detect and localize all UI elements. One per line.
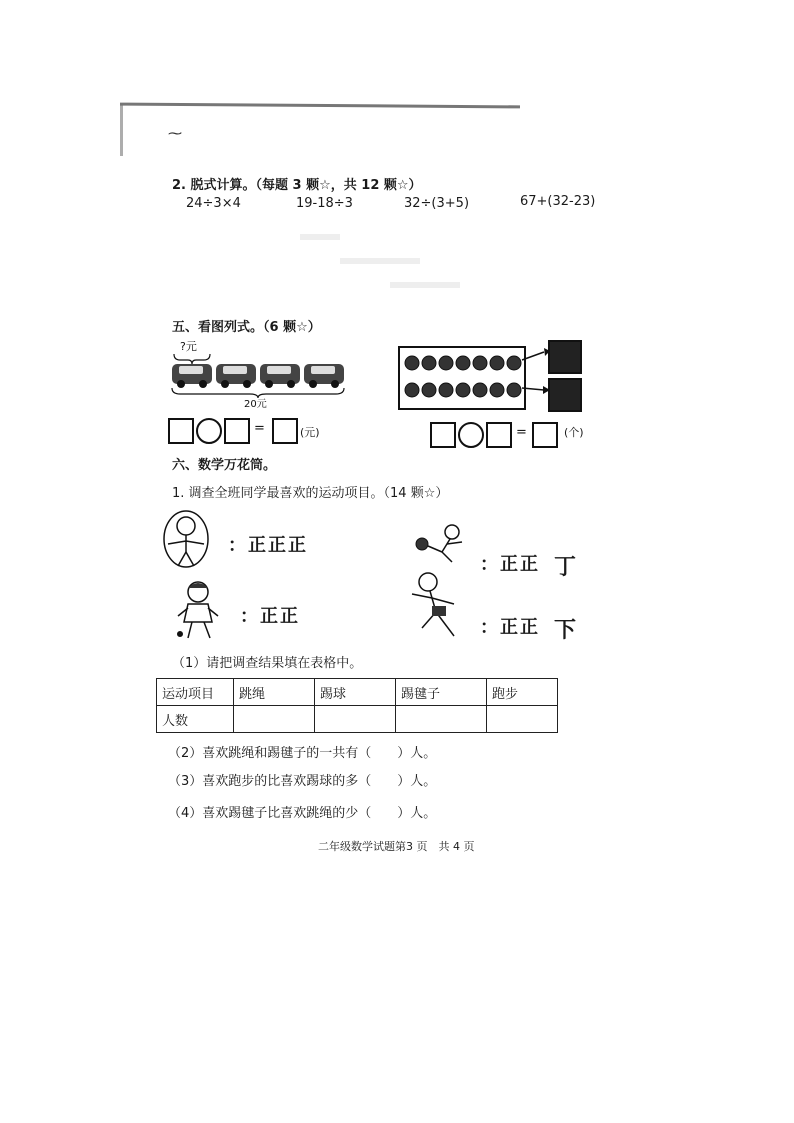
- balls-figure: [400, 348, 524, 408]
- unit-ge: (个): [564, 426, 584, 439]
- bleed-through-area: [300, 232, 560, 312]
- table-row-label: 人数: [157, 706, 234, 733]
- sub3-text: （3）喜欢跑步的比喜欢踢球的多（ ）人。: [168, 774, 437, 789]
- operator-circle[interactable]: [458, 422, 484, 448]
- balls-box: [398, 346, 526, 410]
- car-icon: [260, 364, 300, 388]
- ball-icon: [507, 383, 521, 397]
- sub4-text: （4）喜欢踢毽子比喜欢跳绳的少（ ）人。: [168, 806, 437, 821]
- tally-shuttlecock: ：正正: [240, 606, 300, 627]
- ball-icon: [490, 356, 504, 370]
- result-box[interactable]: [532, 422, 558, 448]
- car-icon: [216, 364, 256, 388]
- tally-jump-rope: ：正正正: [228, 535, 308, 556]
- girl-shuttlecock-figure: [174, 578, 222, 642]
- cars-figure: [170, 336, 350, 408]
- sec6-title: 六、数学万花筒。: [172, 458, 277, 473]
- expr-2: 19-18÷3: [296, 196, 353, 211]
- ball-icon: [439, 383, 453, 397]
- ball-icon: [490, 383, 504, 397]
- expr-3: 32÷(3+5): [404, 196, 470, 211]
- ball-icon: [473, 383, 487, 397]
- equals-sign: =: [516, 425, 527, 440]
- expr-1: 24÷3×4: [186, 196, 241, 211]
- car-icon: [304, 364, 344, 388]
- table-header-row: [157, 679, 558, 706]
- ball-icon: [456, 356, 470, 370]
- answer-box[interactable]: [224, 418, 250, 444]
- survey-table: [156, 678, 558, 733]
- ball-icon: [405, 383, 419, 397]
- answer-cell[interactable]: [315, 706, 396, 733]
- boy-soccer-figure: [414, 522, 468, 564]
- table-header-cell: 运动项目: [157, 679, 234, 706]
- equals-sign: =: [254, 421, 265, 436]
- ball-icon: [422, 383, 436, 397]
- ball-icon: [439, 356, 453, 370]
- operator-circle[interactable]: [196, 418, 222, 444]
- car-icon: [172, 364, 212, 388]
- boy-running-figure: [406, 570, 464, 642]
- unit-yuan: (元): [300, 426, 320, 439]
- price-brace: [174, 354, 210, 364]
- answer-box[interactable]: [486, 422, 512, 448]
- answer-cell[interactable]: [234, 706, 315, 733]
- page-footer: 二年级数学试题第3 页 共 4 页: [318, 840, 475, 853]
- answer-box[interactable]: [430, 422, 456, 448]
- answer-cell[interactable]: [487, 706, 558, 733]
- total-label: 20元: [244, 399, 267, 408]
- ball-icon: [456, 383, 470, 397]
- girl-jump-rope-figure: [162, 508, 210, 570]
- expr-4: 67+(32-23): [520, 194, 596, 209]
- sub2-text: （2）喜欢跳绳和踢毽子的一共有（ ）人。: [168, 746, 437, 761]
- tally-running-tail: 下: [554, 618, 579, 643]
- box-icon: [548, 378, 582, 412]
- tally-running: ：正正: [480, 617, 540, 638]
- total-brace: [172, 388, 344, 398]
- table-header-cell: 踢球: [315, 679, 396, 706]
- price-label: ?元: [180, 340, 197, 353]
- table-header-cell: 跳绳: [234, 679, 315, 706]
- q1-title: 1. 调查全班同学最喜欢的运动项目。（14 颗☆）: [172, 486, 449, 501]
- table-row: [157, 706, 558, 733]
- sec5-title: 五、看图列式。（6 颗☆）: [172, 320, 321, 335]
- result-box[interactable]: [272, 418, 298, 444]
- scan-edge-left: [120, 104, 123, 156]
- scan-edge-top: [120, 103, 520, 109]
- scan-mark: ⁓: [168, 126, 182, 142]
- ball-icon: [473, 356, 487, 370]
- tally-soccer: ：正正: [480, 554, 540, 575]
- ball-icon: [405, 356, 419, 370]
- answer-cell[interactable]: [396, 706, 487, 733]
- table-header-cell: 踢毽子: [396, 679, 487, 706]
- table-header-cell: 跑步: [487, 679, 558, 706]
- tally-soccer-tail: 丁: [554, 555, 579, 580]
- ball-icon: [422, 356, 436, 370]
- answer-box[interactable]: [168, 418, 194, 444]
- sub1-text: （1）请把调查结果填在表格中。: [172, 656, 363, 671]
- q2-title: 2. 脱式计算。（每题 3 颗☆，共 12 颗☆）: [172, 178, 422, 193]
- ball-icon: [507, 356, 521, 370]
- box-icon: [548, 340, 582, 374]
